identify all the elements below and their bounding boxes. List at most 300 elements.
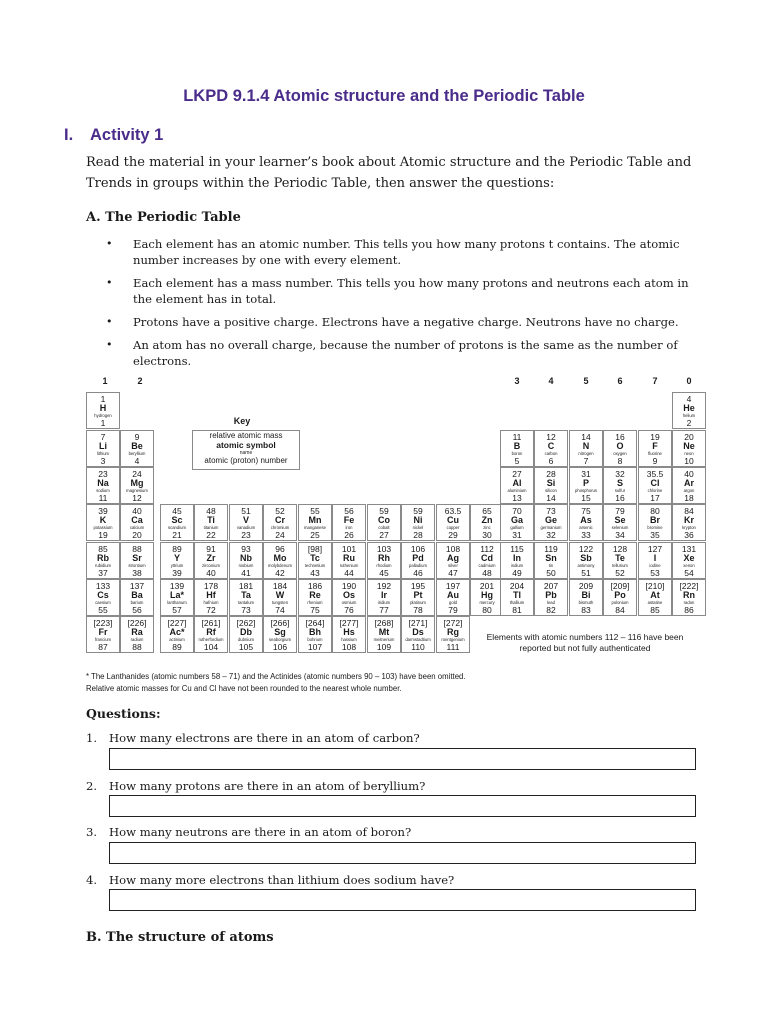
element-number: 104 bbox=[203, 642, 219, 652]
element-cell-rh bbox=[367, 542, 401, 579]
element-number: 72 bbox=[206, 605, 216, 615]
element-mass: 190 bbox=[341, 581, 357, 591]
element-mass: 11 bbox=[512, 432, 522, 442]
element-name: ruthenium bbox=[339, 563, 359, 568]
element-symbol: O bbox=[616, 441, 624, 451]
element-number: 108 bbox=[341, 642, 357, 652]
group-label: 7 bbox=[652, 376, 658, 386]
element-symbol: B bbox=[513, 441, 521, 451]
element-mass: 7 bbox=[100, 432, 106, 442]
element-number: 50 bbox=[546, 568, 556, 578]
element-symbol: Ge bbox=[544, 515, 557, 525]
element-number: 74 bbox=[275, 605, 285, 615]
element-name: chlorine bbox=[647, 488, 663, 493]
element-symbol: Ni bbox=[413, 515, 423, 525]
element-name: indium bbox=[510, 563, 524, 568]
bullet-icon: • bbox=[106, 237, 113, 250]
element-number: 13 bbox=[512, 493, 522, 503]
element-name: palladium bbox=[409, 563, 427, 568]
element-name: cobalt bbox=[378, 525, 390, 530]
element-name: lead bbox=[547, 600, 555, 605]
intro-paragraph: Read the material in your learner’s book about Atomic structure and the Periodic Table and Trends in groups within the Periodic Table, then answer the questions: bbox=[86, 155, 692, 191]
element-number: 46 bbox=[413, 568, 423, 578]
element-cell-pb bbox=[534, 579, 568, 616]
element-name: iodine bbox=[649, 563, 661, 568]
element-number: 19 bbox=[98, 530, 108, 540]
question-number: 3. bbox=[86, 825, 98, 839]
element-symbol: H bbox=[99, 403, 107, 413]
element-name: seaborgium bbox=[269, 637, 291, 642]
element-cell-hg bbox=[470, 579, 504, 616]
element-number: 85 bbox=[650, 605, 660, 615]
element-name: gold bbox=[449, 600, 457, 605]
element-number: 23 bbox=[241, 530, 251, 540]
element-name: aluminium bbox=[507, 488, 527, 493]
element-mass: 195 bbox=[410, 581, 426, 591]
element-symbol: Zn bbox=[481, 515, 493, 525]
element-mass: [223] bbox=[93, 618, 113, 628]
element-symbol: P bbox=[582, 478, 589, 488]
element-symbol: Br bbox=[649, 515, 660, 525]
element-mass: 16 bbox=[615, 432, 625, 442]
element-symbol: Mt bbox=[378, 627, 390, 637]
element-number: 9 bbox=[652, 456, 658, 466]
element-symbol: Tl bbox=[513, 590, 521, 600]
element-symbol: Sn bbox=[545, 553, 557, 563]
element-number: 54 bbox=[684, 568, 694, 578]
element-mass: 51 bbox=[241, 506, 251, 516]
element-name: beryllium bbox=[128, 451, 146, 456]
element-symbol: Mo bbox=[273, 553, 287, 563]
element-cell-tl bbox=[500, 579, 534, 616]
element-name: actinium bbox=[169, 637, 185, 642]
element-number: 77 bbox=[379, 605, 389, 615]
element-name: bohrium bbox=[307, 637, 323, 642]
question-text: How many more electrons than lithium does sodium have? bbox=[109, 873, 455, 887]
element-cell-mt bbox=[367, 616, 401, 653]
element-number: 7 bbox=[583, 456, 589, 466]
element-name: francium bbox=[94, 637, 112, 642]
element-number: 3 bbox=[100, 456, 106, 466]
element-cell-ar bbox=[672, 467, 706, 504]
answer-field-2[interactable] bbox=[109, 795, 696, 817]
element-symbol: Po bbox=[614, 590, 626, 600]
element-name: astatine bbox=[647, 600, 663, 605]
element-mass: 178 bbox=[203, 581, 219, 591]
element-symbol: Y bbox=[173, 553, 180, 563]
group-label: 3 bbox=[514, 376, 520, 386]
element-symbol: Rh bbox=[378, 553, 390, 563]
element-cell-bh bbox=[298, 616, 332, 653]
element-name: radon bbox=[683, 600, 695, 605]
element-number: 52 bbox=[615, 568, 625, 578]
element-cell-au bbox=[436, 579, 470, 616]
element-name: arsenic bbox=[579, 525, 593, 530]
key-symbol: atomic symbol bbox=[216, 440, 276, 450]
element-number: 107 bbox=[307, 642, 323, 652]
element-number: 37 bbox=[98, 568, 108, 578]
element-name: silicon bbox=[545, 488, 557, 493]
element-cell-n bbox=[569, 430, 603, 467]
element-mass: 12 bbox=[546, 432, 556, 442]
question-text: How many protons are there in an atom of beryllium? bbox=[109, 779, 426, 793]
question-2 bbox=[86, 779, 425, 793]
element-number: 56 bbox=[132, 605, 142, 615]
element-cell-y bbox=[160, 542, 194, 579]
element-symbol: Fr bbox=[98, 627, 108, 637]
element-number: 17 bbox=[650, 493, 660, 503]
element-symbol: Hf bbox=[206, 590, 216, 600]
element-cell-be bbox=[120, 430, 154, 467]
element-cell-nb bbox=[229, 542, 263, 579]
element-mass: 70 bbox=[512, 506, 522, 516]
element-mass: 108 bbox=[445, 544, 461, 554]
element-mass: 55 bbox=[310, 506, 320, 516]
element-mass: 127 bbox=[647, 544, 663, 554]
element-cell-ti bbox=[194, 504, 228, 541]
answer-field-4[interactable] bbox=[109, 889, 696, 911]
element-cell-sg bbox=[263, 616, 297, 653]
key-box bbox=[192, 430, 300, 470]
element-mass: 186 bbox=[307, 581, 323, 591]
bullet-item bbox=[106, 275, 696, 307]
element-mass: 23 bbox=[98, 469, 108, 479]
element-name: rutherfordium bbox=[198, 637, 224, 642]
element-name: niobium bbox=[238, 563, 254, 568]
group-label: 0 bbox=[686, 376, 692, 386]
element-symbol: Ar bbox=[683, 478, 694, 488]
element-number: 79 bbox=[448, 605, 458, 615]
element-cell-rn bbox=[672, 579, 706, 616]
element-name: molybdenum bbox=[268, 563, 292, 568]
element-name: strontium bbox=[128, 563, 146, 568]
element-name: manganese bbox=[304, 525, 326, 530]
element-name: copper bbox=[446, 525, 460, 530]
element-mass: 96 bbox=[275, 544, 285, 554]
element-name: tin bbox=[548, 563, 554, 568]
element-name: hydrogen bbox=[94, 413, 112, 418]
element-cell-ac bbox=[160, 616, 194, 653]
element-number: 18 bbox=[684, 493, 694, 503]
element-name: tungsten bbox=[271, 600, 289, 605]
element-number: 28 bbox=[413, 530, 423, 540]
bullet-text: Each element has an atomic number. This tells you how many protons t contains. The atomic number increases by one with every element. bbox=[133, 237, 680, 267]
element-symbol: Ta bbox=[241, 590, 251, 600]
element-symbol: La* bbox=[169, 590, 184, 600]
element-cell-li bbox=[86, 430, 120, 467]
element-number: 31 bbox=[512, 530, 522, 540]
element-cell-ta bbox=[229, 579, 263, 616]
element-cell-po bbox=[603, 579, 637, 616]
element-name: nickel bbox=[412, 525, 424, 530]
element-symbol: Ir bbox=[380, 590, 387, 600]
element-mass: 131 bbox=[681, 544, 697, 554]
answer-field-3[interactable] bbox=[109, 842, 696, 864]
element-cell-p bbox=[569, 467, 603, 504]
element-name: technetium bbox=[304, 563, 326, 568]
element-cell-os bbox=[332, 579, 366, 616]
element-mass: 128 bbox=[612, 544, 628, 554]
element-mass: 103 bbox=[376, 544, 392, 554]
element-mass: 106 bbox=[410, 544, 426, 554]
element-symbol: Pd bbox=[412, 553, 424, 563]
element-mass: 32 bbox=[615, 469, 625, 479]
element-symbol: In bbox=[513, 553, 521, 563]
element-number: 25 bbox=[310, 530, 320, 540]
element-symbol: K bbox=[99, 515, 107, 525]
element-cell-in bbox=[500, 542, 534, 579]
element-symbol: Cr bbox=[274, 515, 285, 525]
element-number: 73 bbox=[241, 605, 251, 615]
element-name: dubnium bbox=[237, 637, 255, 642]
element-number: 43 bbox=[310, 568, 320, 578]
element-name: gallium bbox=[510, 525, 524, 530]
element-symbol: He bbox=[683, 403, 695, 413]
element-number: 44 bbox=[344, 568, 354, 578]
element-name: mercury bbox=[479, 600, 495, 605]
element-number: 15 bbox=[581, 493, 591, 503]
element-mass: 14 bbox=[581, 432, 591, 442]
element-cell-b bbox=[500, 430, 534, 467]
element-mass: 31 bbox=[581, 469, 591, 479]
element-mass: [227] bbox=[167, 618, 187, 628]
element-cell-te bbox=[603, 542, 637, 579]
element-mass: [262] bbox=[236, 618, 256, 628]
element-name: iridium bbox=[377, 600, 391, 605]
element-number: 111 bbox=[446, 642, 460, 652]
element-number: 1 bbox=[100, 418, 106, 428]
element-mass: 133 bbox=[95, 581, 111, 591]
element-number: 45 bbox=[379, 568, 389, 578]
element-number: 35 bbox=[650, 530, 660, 540]
element-symbol: Nb bbox=[240, 553, 252, 563]
element-mass: 139 bbox=[169, 581, 185, 591]
element-symbol: Xe bbox=[683, 553, 695, 563]
bullet-item bbox=[106, 236, 696, 268]
element-symbol: W bbox=[275, 590, 285, 600]
element-name: rubidium bbox=[94, 563, 112, 568]
element-number: 36 bbox=[684, 530, 694, 540]
element-number: 41 bbox=[241, 568, 251, 578]
element-mass: 27 bbox=[512, 469, 522, 479]
element-name: selenium bbox=[611, 525, 629, 530]
element-number: 33 bbox=[581, 530, 591, 540]
element-name: darmstadtium bbox=[405, 637, 431, 642]
element-mass: 45 bbox=[172, 506, 182, 516]
element-mass: [98] bbox=[307, 544, 323, 554]
element-symbol: Ca bbox=[131, 515, 143, 525]
element-name: lanthanum bbox=[167, 600, 187, 605]
element-cell-al bbox=[500, 467, 534, 504]
element-cell-ni bbox=[401, 504, 435, 541]
element-symbol: Sg bbox=[274, 627, 286, 637]
element-name: magnesium bbox=[126, 488, 148, 493]
element-mass: 85 bbox=[98, 544, 108, 554]
element-number: 82 bbox=[546, 605, 556, 615]
element-symbol: Ag bbox=[447, 553, 459, 563]
element-mass: 122 bbox=[578, 544, 594, 554]
element-mass: 35.5 bbox=[646, 469, 664, 479]
element-cell-o bbox=[603, 430, 637, 467]
element-symbol: C bbox=[547, 441, 555, 451]
element-name: helium bbox=[682, 413, 696, 418]
element-cell-bi bbox=[569, 579, 603, 616]
element-cell-ds bbox=[401, 616, 435, 653]
element-cell-i bbox=[638, 542, 672, 579]
element-name: iron bbox=[345, 525, 353, 530]
question-text: How many electrons are there in an atom of carbon? bbox=[109, 731, 420, 745]
element-cell-la bbox=[160, 579, 194, 616]
element-number: 26 bbox=[344, 530, 354, 540]
element-cell-ga bbox=[500, 504, 534, 541]
element-cell-sn bbox=[534, 542, 568, 579]
element-symbol: Hg bbox=[481, 590, 493, 600]
element-mass: 40 bbox=[684, 469, 694, 479]
element-symbol: Al bbox=[512, 478, 522, 488]
element-mass: 63.5 bbox=[444, 506, 462, 516]
element-name: scandium bbox=[168, 525, 186, 530]
element-cell-pd bbox=[401, 542, 435, 579]
element-name: titanium bbox=[203, 525, 219, 530]
element-mass: 28 bbox=[546, 469, 556, 479]
element-name: yttrium bbox=[170, 563, 184, 568]
element-symbol: Rn bbox=[683, 590, 695, 600]
element-name: zinc bbox=[483, 525, 491, 530]
element-cell-hf bbox=[194, 579, 228, 616]
element-mass: 192 bbox=[376, 581, 392, 591]
element-cell-cu bbox=[436, 504, 470, 541]
periodic-table bbox=[86, 376, 708, 693]
element-name: rhodium bbox=[376, 563, 392, 568]
element-symbol: F bbox=[652, 441, 658, 451]
element-mass: [266] bbox=[270, 618, 290, 628]
question-1 bbox=[86, 731, 420, 745]
element-symbol: Hs bbox=[343, 627, 355, 637]
element-number: 53 bbox=[650, 568, 660, 578]
element-mass: [222] bbox=[679, 581, 699, 591]
element-name: roentgenium bbox=[441, 637, 465, 642]
element-mass: [268] bbox=[374, 618, 394, 628]
element-name: vanadium bbox=[236, 525, 256, 530]
element-mass: 88 bbox=[132, 544, 142, 554]
element-symbol: Rf bbox=[206, 627, 216, 637]
element-mass: 65 bbox=[482, 506, 492, 516]
element-cell-fr bbox=[86, 616, 120, 653]
element-name: hafnium bbox=[203, 600, 219, 605]
element-symbol: Cu bbox=[447, 515, 459, 525]
element-symbol: Ba bbox=[131, 590, 143, 600]
element-cell-c bbox=[534, 430, 568, 467]
element-name: thallium bbox=[509, 600, 525, 605]
element-symbol: Ti bbox=[207, 515, 215, 525]
element-symbol: Zr bbox=[206, 553, 216, 563]
element-cell-s bbox=[603, 467, 637, 504]
element-name: tellurium bbox=[612, 563, 628, 568]
element-cell-f bbox=[638, 430, 672, 467]
element-mass: [210] bbox=[645, 581, 665, 591]
element-mass: 75 bbox=[581, 506, 591, 516]
question-text: How many neutrons are there in an atom of boron? bbox=[109, 825, 412, 839]
group-label: 4 bbox=[548, 376, 554, 386]
element-mass: 59 bbox=[413, 506, 423, 516]
element-cell-br bbox=[638, 504, 672, 541]
element-number: 80 bbox=[482, 605, 492, 615]
element-mass: 59 bbox=[379, 506, 389, 516]
element-number: 87 bbox=[98, 642, 108, 652]
element-mass: 48 bbox=[206, 506, 216, 516]
element-cell-ge bbox=[534, 504, 568, 541]
subsection-heading-b: B. The structure of atoms bbox=[86, 930, 274, 945]
answer-field-1[interactable] bbox=[109, 748, 696, 770]
element-name: germanium bbox=[540, 525, 562, 530]
element-name: osmium bbox=[341, 600, 357, 605]
element-mass: [261] bbox=[201, 618, 221, 628]
element-mass: 80 bbox=[650, 506, 660, 516]
element-symbol: Fe bbox=[343, 515, 355, 525]
element-mass: 207 bbox=[543, 581, 559, 591]
bullet-icon: • bbox=[106, 315, 113, 328]
element-cell-zn bbox=[470, 504, 504, 541]
element-cell-rf bbox=[194, 616, 228, 653]
element-cell-ru bbox=[332, 542, 366, 579]
element-number: 84 bbox=[615, 605, 625, 615]
element-symbol: Sc bbox=[171, 515, 183, 525]
group-label: 6 bbox=[617, 376, 623, 386]
element-symbol: Mn bbox=[308, 515, 322, 525]
element-cell-fe bbox=[332, 504, 366, 541]
element-name: bismuth bbox=[578, 600, 594, 605]
element-name: krypton bbox=[682, 525, 696, 530]
element-number: 55 bbox=[98, 605, 108, 615]
page-title: LKPD 9.1.4 Atomic structure and the Periodic Table bbox=[183, 87, 585, 105]
element-symbol: Sr bbox=[132, 553, 142, 563]
section-number: I. bbox=[64, 126, 74, 144]
element-mass: 73 bbox=[546, 506, 556, 516]
element-name: antimony bbox=[577, 563, 595, 568]
element-cell-mn bbox=[298, 504, 332, 541]
element-cell-sb bbox=[569, 542, 603, 579]
questions-heading: Questions: bbox=[86, 706, 161, 721]
element-cell-re bbox=[298, 579, 332, 616]
element-mass: 101 bbox=[341, 544, 357, 554]
element-name: barium bbox=[130, 600, 144, 605]
element-symbol: Db bbox=[240, 627, 252, 637]
element-symbol: Ra bbox=[131, 627, 143, 637]
element-number: 38 bbox=[132, 568, 142, 578]
element-number: 40 bbox=[206, 568, 216, 578]
element-number: 42 bbox=[275, 568, 285, 578]
table-footnote-2: Relative atomic masses for Cu and Cl have not been rounded to the nearest whole number. bbox=[86, 684, 402, 693]
element-number: 12 bbox=[132, 493, 142, 503]
element-symbol: Ru bbox=[343, 553, 355, 563]
element-symbol: Cl bbox=[650, 478, 660, 488]
element-mass: 91 bbox=[206, 544, 216, 554]
bullet-item bbox=[106, 314, 696, 330]
question-number: 2. bbox=[86, 779, 98, 793]
element-mass: 112 bbox=[480, 544, 494, 554]
element-cell-xe bbox=[672, 542, 706, 579]
element-mass: [277] bbox=[339, 618, 359, 628]
element-number: 76 bbox=[344, 605, 354, 615]
element-name: zirconium bbox=[202, 563, 220, 568]
element-cell-v bbox=[229, 504, 263, 541]
element-symbol: Be bbox=[131, 441, 143, 451]
element-name: argon bbox=[683, 488, 695, 493]
element-symbol: At bbox=[650, 590, 660, 600]
element-mass: 1 bbox=[100, 394, 106, 404]
element-symbol: Ds bbox=[412, 627, 424, 637]
element-cell-si bbox=[534, 467, 568, 504]
